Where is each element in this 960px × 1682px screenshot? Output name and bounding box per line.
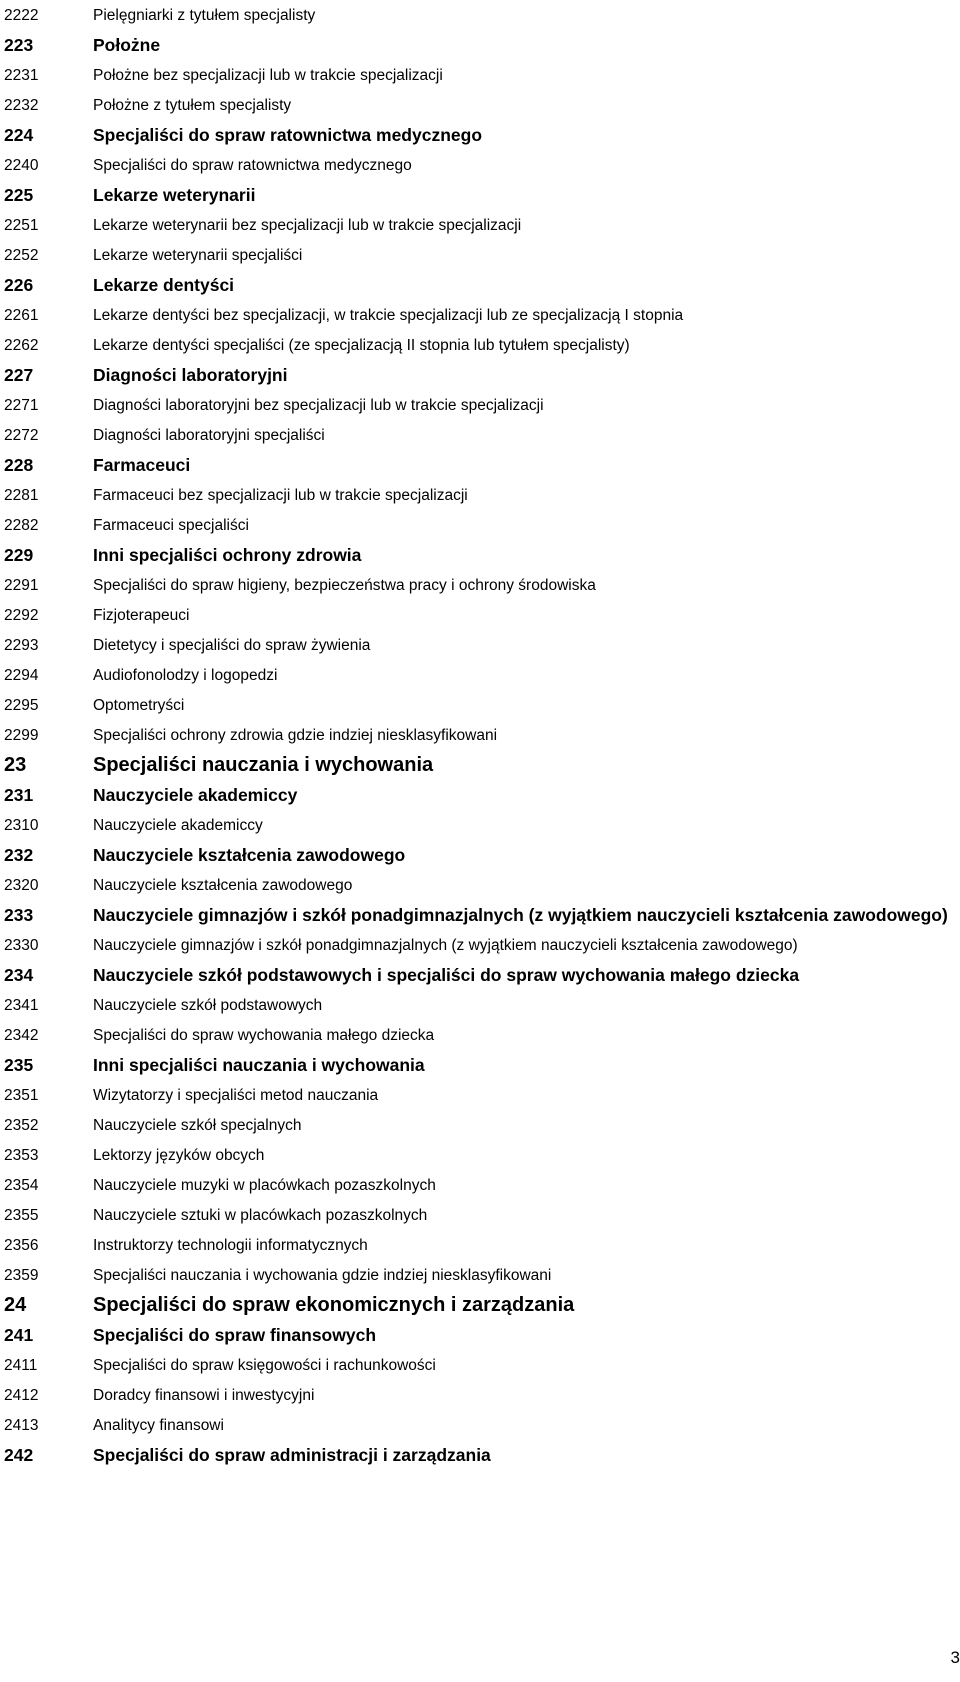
classification-label: Specjaliści do spraw finansowych (93, 1325, 377, 1345)
occupation-row (4, 720, 949, 750)
classification-code: 234 (4, 965, 34, 985)
classification-code: 2353 (4, 1146, 39, 1164)
occupation-row (4, 1350, 949, 1380)
classification-label: Optometryści (93, 696, 185, 714)
classification-label: Diagności laboratoryjni (93, 365, 288, 385)
classification-label: Nauczyciele gimnazjów i szkół ponadgimnazjalnych (z wyjątkiem nauczycieli kształcenia zawodowego) (93, 905, 948, 925)
minor-group-row (4, 450, 949, 480)
classification-code: 231 (4, 785, 34, 805)
classification-label: Specjaliści nauczania i wychowania gdzie indziej niesklasyfikowani (93, 1266, 552, 1284)
classification-code: 223 (4, 35, 34, 55)
minor-group-row (4, 270, 949, 300)
occupation-row (4, 690, 949, 720)
classification-label: Specjaliści do spraw wychowania małego dziecka (93, 1026, 435, 1044)
occupation-row (4, 1380, 949, 1410)
classification-list (4, 0, 949, 1470)
classification-label: Specjaliści nauczania i wychowania (93, 754, 434, 776)
classification-code: 2341 (4, 996, 39, 1014)
classification-label: Doradcy finansowi i inwestycyjni (93, 1386, 315, 1404)
classification-code: 2272 (4, 426, 39, 444)
classification-code: 2252 (4, 246, 39, 264)
classification-label: Nauczyciele szkół podstawowych (93, 996, 323, 1014)
occupation-row (4, 1140, 949, 1170)
occupation-row (4, 0, 949, 30)
classification-label: Specjaliści do spraw ekonomicznych i zarządzania (93, 1294, 575, 1316)
classification-label: Położne z tytułem specjalisty (93, 96, 292, 114)
occupation-row (4, 330, 949, 360)
classification-code: 2355 (4, 1206, 39, 1224)
classification-code: 2320 (4, 876, 39, 894)
classification-code: 2356 (4, 1236, 39, 1254)
occupation-row (4, 1200, 949, 1230)
occupation-row (4, 150, 949, 180)
classification-label: Specjaliści do spraw administracji i zarządzania (93, 1445, 491, 1465)
occupation-row (4, 390, 949, 420)
classification-code: 242 (4, 1445, 34, 1465)
classification-code: 2299 (4, 726, 39, 744)
occupation-row (4, 510, 949, 540)
classification-code: 2222 (4, 6, 39, 24)
classification-code: 225 (4, 185, 34, 205)
classification-label: Inni specjaliści nauczania i wychowania (93, 1055, 425, 1075)
occupation-row (4, 630, 949, 660)
minor-group-row (4, 1440, 949, 1470)
classification-code: 241 (4, 1325, 34, 1345)
occupation-row (4, 480, 949, 510)
classification-label: Nauczyciele szkół podstawowych i specjaliści do spraw wychowania małego dziecka (93, 965, 800, 985)
classification-code: 2310 (4, 816, 39, 834)
classification-code: 2240 (4, 156, 39, 174)
classification-label: Nauczyciele akademiccy (93, 785, 298, 805)
sub-major-group-row (4, 1290, 949, 1320)
occupation-row (4, 1260, 949, 1290)
occupation-row (4, 420, 949, 450)
occupation-row (4, 1020, 949, 1050)
classification-code: 233 (4, 905, 34, 925)
classification-code: 2352 (4, 1116, 39, 1134)
classification-label: Specjaliści do spraw ratownictwa medycznego (93, 156, 412, 174)
classification-code: 226 (4, 275, 34, 295)
minor-group-row (4, 960, 949, 990)
classification-code: 2411 (4, 1356, 38, 1374)
classification-code: 23 (4, 754, 27, 776)
classification-code: 2291 (4, 576, 39, 594)
occupation-row (4, 660, 949, 690)
classification-label: Lektorzy języków obcych (93, 1146, 265, 1164)
classification-label: Nauczyciele muzyki w placówkach pozaszkolnych (93, 1176, 436, 1194)
classification-code: 24 (4, 1294, 27, 1316)
classification-code: 2294 (4, 666, 39, 684)
classification-code: 2262 (4, 336, 39, 354)
page-number: 3 (950, 1648, 960, 1667)
minor-group-row (4, 30, 949, 60)
classification-label: Specjaliści do spraw księgowości i rachunkowości (93, 1356, 436, 1374)
classification-code: 2351 (4, 1086, 39, 1104)
classification-label: Fizjoterapeuci (93, 606, 190, 624)
classification-label: Farmaceuci specjaliści (93, 516, 249, 534)
classification-code: 2232 (4, 96, 39, 114)
classification-label: Lekarze dentyści bez specjalizacji, w trakcie specjalizacji lub ze specjalizacją I stopnia (93, 306, 684, 324)
occupation-row (4, 1230, 949, 1260)
occupation-row (4, 300, 949, 330)
classification-label: Diagności laboratoryjni specjaliści (93, 426, 325, 444)
classification-label: Audiofonolodzy i logopedzi (93, 666, 278, 684)
classification-code: 2281 (4, 486, 39, 504)
classification-code: 2293 (4, 636, 39, 654)
classification-label: Inni specjaliści ochrony zdrowia (93, 545, 362, 565)
classification-label: Diagności laboratoryjni bez specjalizacji lub w trakcie specjalizacji (93, 396, 544, 414)
classification-label: Specjaliści ochrony zdrowia gdzie indziej niesklasyfikowani (93, 726, 498, 744)
classification-label: Nauczyciele szkół specjalnych (93, 1116, 302, 1134)
classification-label: Specjaliści do spraw ratownictwa medycznego (93, 125, 483, 145)
occupation-row (4, 990, 949, 1020)
classification-label: Lekarze weterynarii (93, 185, 256, 205)
classification-label: Nauczyciele sztuki w placówkach pozaszkolnych (93, 1206, 428, 1224)
occupation-row (4, 1110, 949, 1140)
classification-label: Dietetycy i specjaliści do spraw żywienia (93, 636, 371, 654)
classification-label: Położne (93, 35, 161, 55)
minor-group-row (4, 780, 949, 810)
classification-label: Lekarze weterynarii bez specjalizacji lub w trakcie specjalizacji (93, 216, 522, 234)
classification-label: Lekarze dentyści (93, 275, 235, 295)
classification-code: 2295 (4, 696, 39, 714)
occupation-row (4, 810, 949, 840)
classification-code: 232 (4, 845, 34, 865)
occupation-row (4, 870, 949, 900)
classification-code: 2282 (4, 516, 39, 534)
classification-label: Nauczyciele gimnazjów i szkół ponadgimnazjalnych (z wyjątkiem nauczycieli kształcenia zawodowego) (93, 936, 798, 954)
occupation-row (4, 90, 949, 120)
minor-group-row (4, 1320, 949, 1350)
classification-label: Lekarze weterynarii specjaliści (93, 246, 303, 264)
classification-code: 2354 (4, 1176, 39, 1194)
classification-code: 2271 (4, 396, 39, 414)
classification-code: 235 (4, 1055, 34, 1075)
classification-code: 229 (4, 545, 34, 565)
classification-code: 224 (4, 125, 34, 145)
classification-code: 2413 (4, 1416, 39, 1434)
classification-code: 2231 (4, 66, 39, 84)
classification-code: 227 (4, 365, 34, 385)
classification-label: Farmaceuci bez specjalizacji lub w trakcie specjalizacji (93, 486, 468, 504)
occupation-row (4, 570, 949, 600)
occupation-row (4, 1410, 949, 1440)
classification-code: 2261 (4, 306, 39, 324)
classification-code: 2292 (4, 606, 39, 624)
classification-label: Analitycy finansowi (93, 1416, 224, 1434)
classification-code: 2330 (4, 936, 39, 954)
occupation-row (4, 1080, 949, 1110)
occupation-row (4, 210, 949, 240)
occupation-row (4, 240, 949, 270)
occupation-row (4, 930, 949, 960)
minor-group-row (4, 540, 949, 570)
classification-label: Nauczyciele kształcenia zawodowego (93, 845, 406, 865)
classification-label: Instruktorzy technologii informatycznych (93, 1236, 368, 1254)
occupation-row (4, 1170, 949, 1200)
classification-label: Położne bez specjalizacji lub w trakcie specjalizacji (93, 66, 443, 84)
sub-major-group-row (4, 750, 949, 780)
classification-label: Lekarze dentyści specjaliści (ze specjalizacją II stopnia lub tytułem specjalisty) (93, 336, 630, 354)
minor-group-row (4, 120, 949, 150)
classification-code: 2251 (4, 216, 39, 234)
classification-label: Farmaceuci (93, 455, 191, 475)
minor-group-row (4, 840, 949, 870)
classification-code: 2359 (4, 1266, 39, 1284)
classification-code: 2412 (4, 1386, 39, 1404)
classification-label: Nauczyciele akademiccy (93, 816, 263, 834)
classification-label: Specjaliści do spraw higieny, bezpieczeństwa pracy i ochrony środowiska (93, 576, 596, 594)
minor-group-row (4, 360, 949, 390)
classification-code: 228 (4, 455, 34, 475)
minor-group-row (4, 1050, 949, 1080)
classification-code: 2342 (4, 1026, 39, 1044)
occupation-row (4, 600, 949, 630)
classification-label: Pielęgniarki z tytułem specjalisty (93, 6, 316, 24)
classification-label: Wizytatorzy i specjaliści metod nauczania (93, 1086, 379, 1104)
classification-label: Nauczyciele kształcenia zawodowego (93, 876, 353, 894)
occupation-row (4, 60, 949, 90)
minor-group-row (4, 900, 949, 930)
minor-group-row (4, 180, 949, 210)
